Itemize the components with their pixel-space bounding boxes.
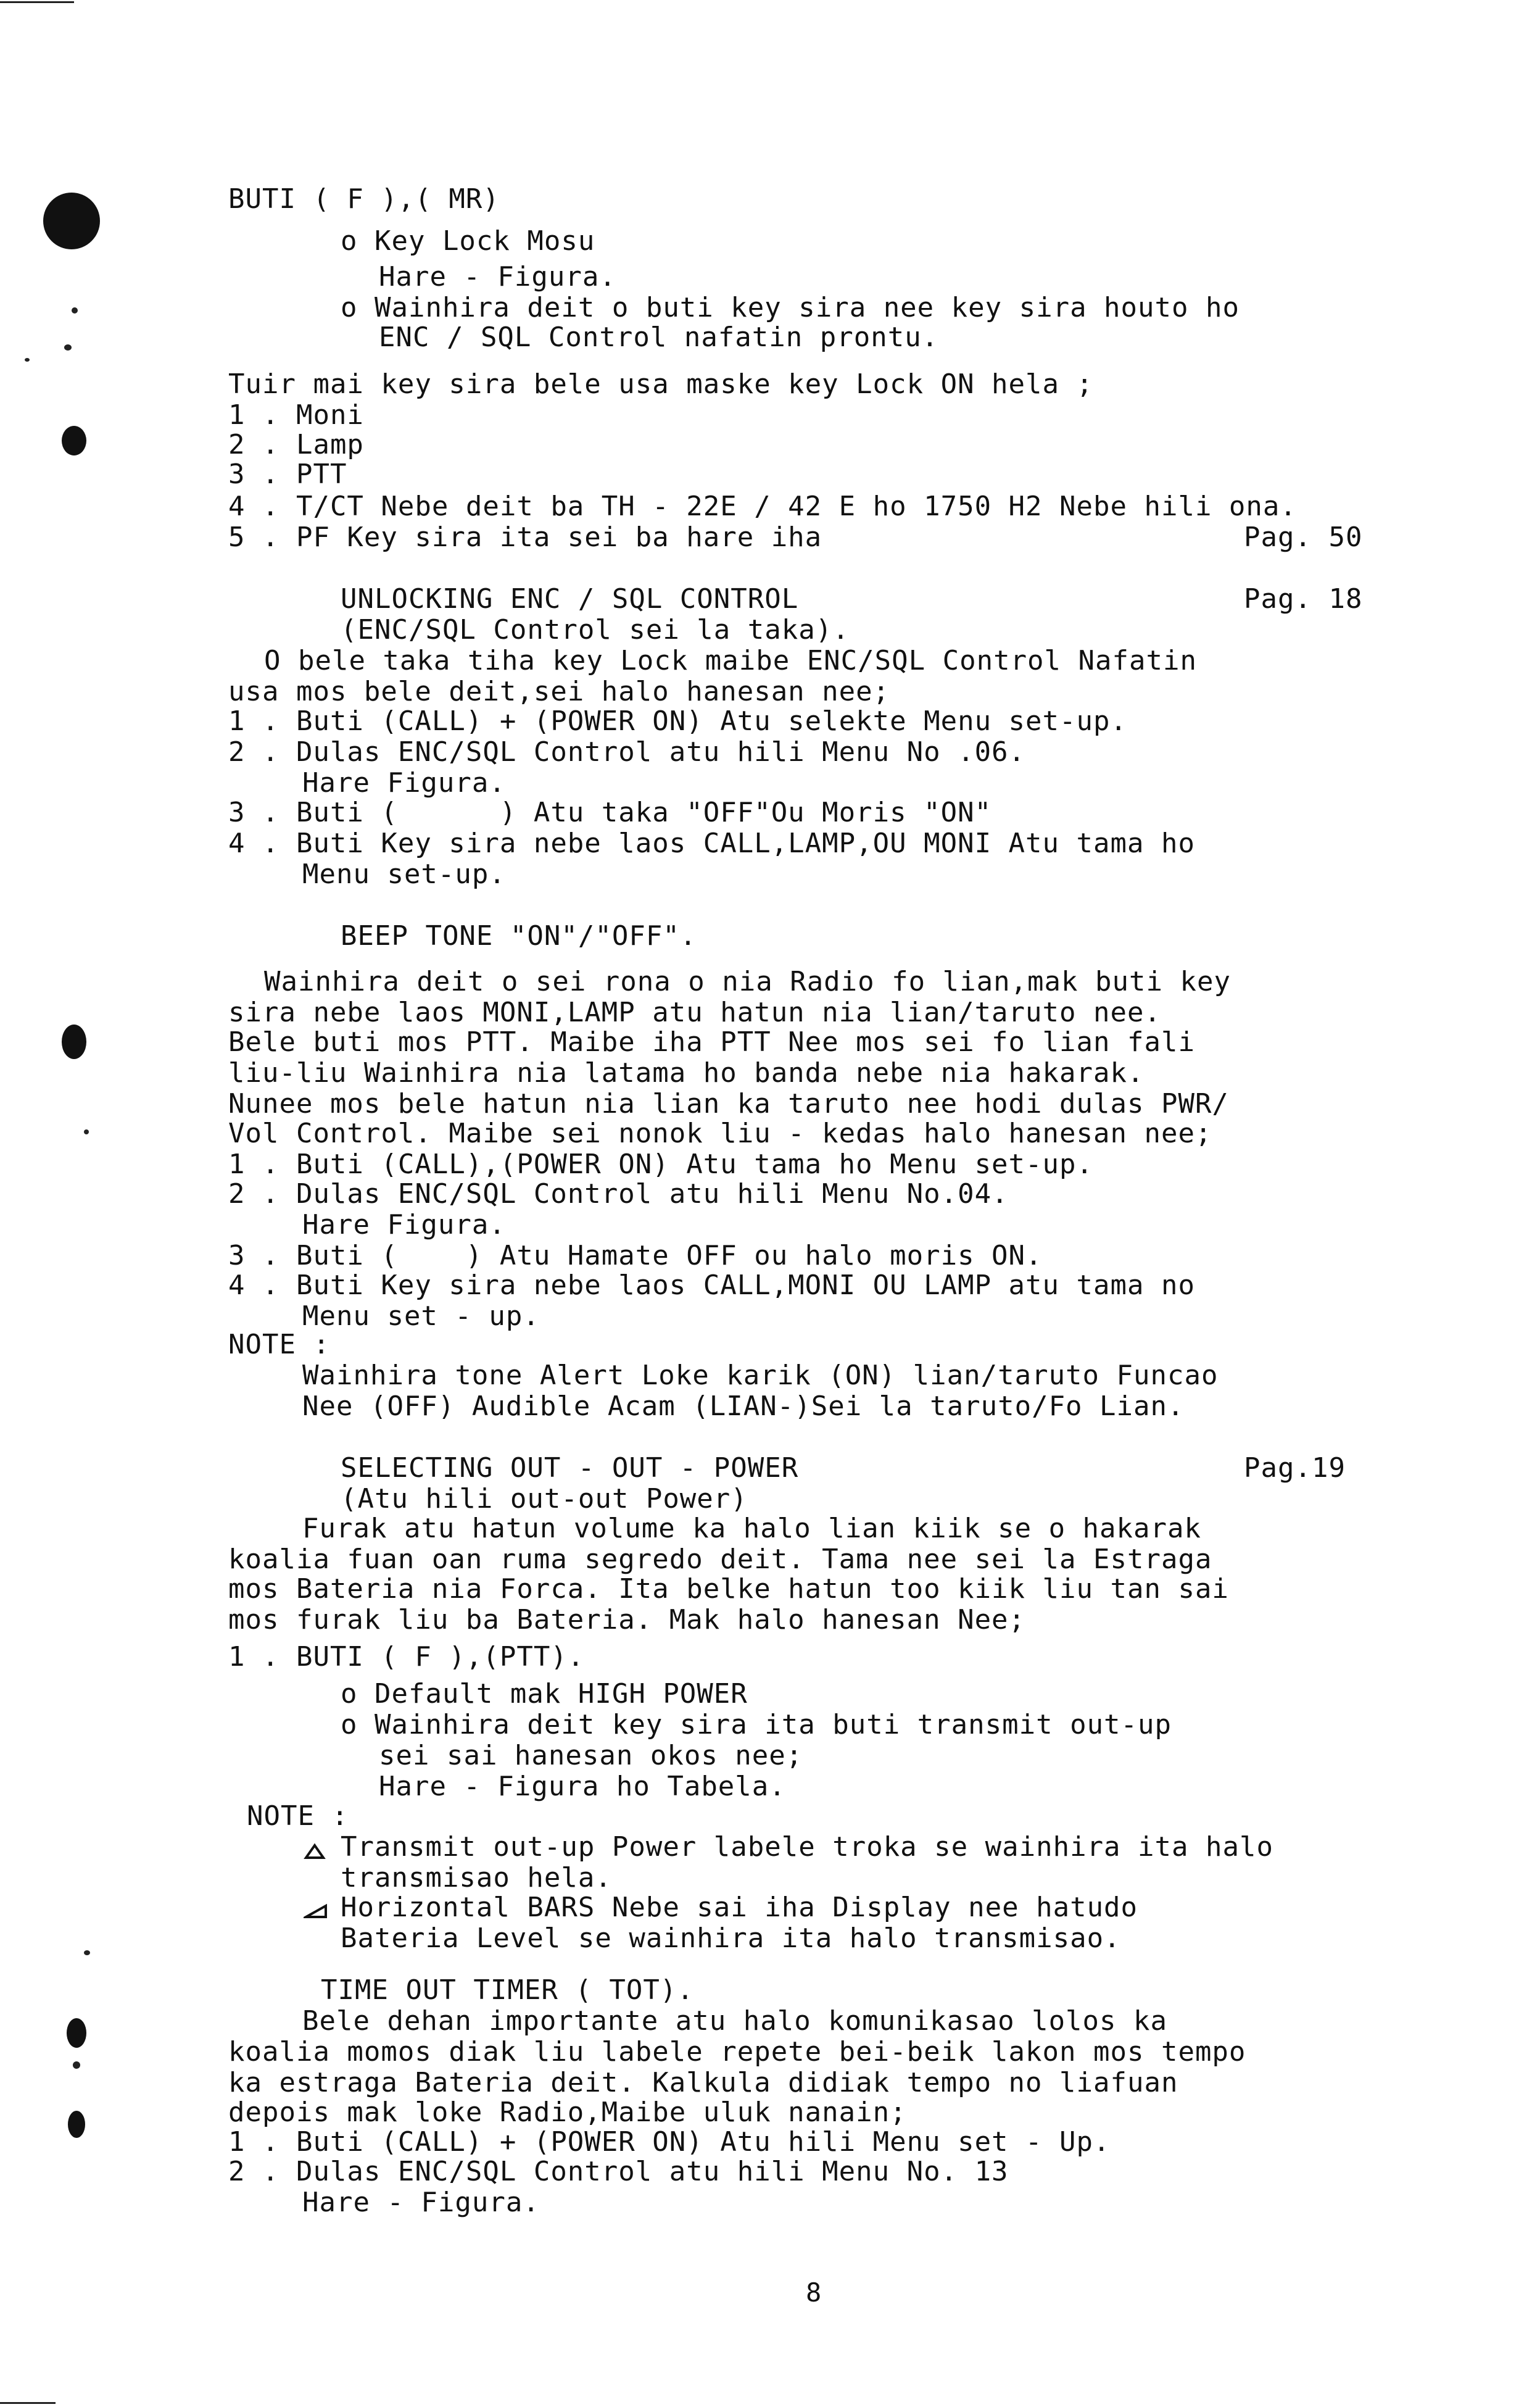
binder-hole: [43, 193, 100, 249]
section-heading: TIME OUT TIMER ( TOT).: [321, 1974, 694, 2006]
note-label: NOTE :: [228, 1329, 330, 1360]
list-item: 4 . T/CT Nebe deit ba TH - 22E / 42 E ho 1750 H2 Nebe hili ona.: [228, 491, 1297, 522]
text-line: ENC / SQL Control nafatin prontu.: [379, 322, 939, 353]
list-item: 1 . BUTI ( F ),(PTT).: [228, 1641, 585, 1673]
text-line: Nunee mos bele hatun nia lian ka taruto nee hodi dulas PWR/: [228, 1088, 1229, 1120]
binder-hole: [67, 2018, 86, 2048]
page-reference: Pag.19: [1244, 1452, 1346, 1484]
list-item: 2 . Lamp: [228, 429, 364, 460]
text-line: Furak atu hatun volume ka halo lian kiik se o hakarak: [302, 1513, 1201, 1544]
text-line: mos Bateria nia Forca. Ita belke hatun too kiik liu tan sai: [228, 1573, 1229, 1605]
text-line: transmisao hela.: [341, 1862, 612, 1894]
list-item: 3 . Buti ( ) Atu taka "OFF"Ou Moris "ON": [228, 797, 992, 828]
text-line: depois mak loke Radio,Maibe uluk nanain;: [228, 2097, 907, 2128]
triangle-bullet-icon: [304, 1902, 328, 1921]
text-line: Horizontal BARS Nebe sai iha Display nee hatudo: [341, 1892, 1138, 1923]
text-line: (ENC/SQL Control sei la taka).: [341, 614, 850, 646]
text-line: Wainhira tone Alert Loke karik (ON) lian/taruto Funcao: [302, 1360, 1219, 1391]
scan-speck: [84, 1950, 90, 1955]
text-line: Menu set - up.: [302, 1300, 540, 1332]
list-item: 1 . Buti (CALL) + (POWER ON) Atu selekte Menu set-up.: [228, 705, 1127, 737]
text-line: sira nebe laos MONI,LAMP atu hatun nia lian/taruto nee.: [228, 997, 1161, 1028]
list-item: 3 . PTT: [228, 459, 347, 490]
list-item: 4 . Buti Key sira nebe laos CALL,LAMP,OU MONI Atu tama ho: [228, 828, 1195, 859]
text-line: Hare Figura.: [302, 1209, 506, 1241]
scan-speck: [64, 344, 72, 351]
text-line: Vol Control. Maibe sei nonok liu - kedas halo hanesan nee;: [228, 1118, 1212, 1149]
binder-hole: [62, 1025, 86, 1059]
text-line: sei sai hanesan okos nee;: [379, 1740, 803, 1771]
text-line: Hare - Figura.: [379, 261, 616, 293]
list-item: 2 . Dulas ENC/SQL Control atu hili Menu No. 13: [228, 2156, 1009, 2187]
section-heading: SELECTING OUT - OUT - POWER: [341, 1452, 799, 1484]
section-heading: UNLOCKING ENC / SQL CONTROL: [341, 583, 799, 615]
list-item: 4 . Buti Key sira nebe laos CALL,MONI OU LAMP atu tama no: [228, 1270, 1195, 1301]
list-item: o Default mak HIGH POWER: [341, 1678, 748, 1710]
page-reference: Pag. 50: [1244, 522, 1363, 553]
text-line: ka estraga Bateria deit. Kalkula didiak tempo no liafuan: [228, 2067, 1178, 2098]
list-item: 2 . Dulas ENC/SQL Control atu hili Menu No.04.: [228, 1178, 1009, 1210]
list-item: 2 . Dulas ENC/SQL Control atu hili Menu No .06.: [228, 736, 1026, 768]
list-item: 1 . Moni: [228, 399, 364, 431]
page-reference: Pag. 18: [1244, 583, 1363, 615]
text-line: koalia momos diak liu labele repete bei-beik lakon mos tempo: [228, 2036, 1246, 2068]
text-line: liu-liu Wainhira nia latama ho banda nebe nia hakarak.: [228, 1057, 1145, 1089]
scan-speck: [73, 2061, 80, 2069]
scan-speck: [25, 358, 30, 362]
list-item: o Wainhira deit o buti key sira nee key sira houto ho: [341, 292, 1240, 323]
binder-hole: [62, 426, 86, 455]
text-line: Bateria Level se wainhira ita halo transmisao.: [341, 1923, 1121, 1954]
triangle-bullet-icon: [304, 1842, 326, 1860]
text-line: Tuir mai key sira bele usa maske key Lock ON hela ;: [228, 368, 1094, 400]
text-line: Hare - Figura ho Tabela.: [379, 1771, 786, 1802]
list-item: 5 . PF Key sira ita sei ba hare iha: [228, 522, 822, 553]
text-line: Hare - Figura.: [302, 2187, 540, 2218]
binder-hole: [68, 2111, 85, 2138]
text-line: Bele dehan importante atu halo komunikasao lolos ka: [302, 2005, 1168, 2037]
scan-speck: [84, 1129, 89, 1134]
list-item: o Wainhira deit key sira ita buti transmit out-up: [341, 1709, 1172, 1740]
list-item: 1 . Buti (CALL) + (POWER ON) Atu hili Menu set - Up.: [228, 2126, 1111, 2158]
text-line: mos furak liu ba Bateria. Mak halo hanesan Nee;: [228, 1604, 1026, 1636]
note-label: NOTE :: [247, 1800, 349, 1832]
top-edge-mark: [0, 1, 74, 3]
list-item: 1 . Buti (CALL),(POWER ON) Atu tama ho Menu set-up.: [228, 1149, 1094, 1180]
text-line: (Atu hili out-out Power): [341, 1483, 748, 1515]
section-heading: BEEP TONE "ON"/"OFF".: [341, 920, 697, 952]
text-line: Nee (OFF) Audible Acam (LIAN-)Sei la taruto/Fo Lian.: [302, 1391, 1185, 1422]
list-item: 3 . Buti ( ) Atu Hamate OFF ou halo moris ON.: [228, 1240, 1043, 1271]
text-line: Menu set-up.: [302, 858, 506, 890]
text-line: Wainhira deit o sei rona o nia Radio fo lian,mak buti key: [264, 966, 1231, 997]
text-line: Bele buti mos PTT. Maibe iha PTT Nee mos sei fo lian fali: [228, 1026, 1195, 1058]
page-number: 8: [806, 2277, 822, 2308]
scan-speck: [72, 307, 78, 314]
text-line: Hare Figura.: [302, 767, 506, 799]
bottom-edge-mark: [0, 2402, 56, 2404]
text-line: usa mos bele deit,sei halo hanesan nee;: [228, 676, 890, 707]
section-heading: BUTI ( F ),( MR): [228, 183, 500, 215]
text-line: O bele taka tiha key Lock maibe ENC/SQL Control Nafatin: [264, 645, 1197, 676]
text-line: koalia fuan oan ruma segredo deit. Tama nee sei la Estraga: [228, 1544, 1212, 1575]
text-line: Transmit out-up Power labele troka se wainhira ita halo: [341, 1831, 1273, 1863]
list-item: o Key Lock Mosu: [341, 225, 595, 257]
